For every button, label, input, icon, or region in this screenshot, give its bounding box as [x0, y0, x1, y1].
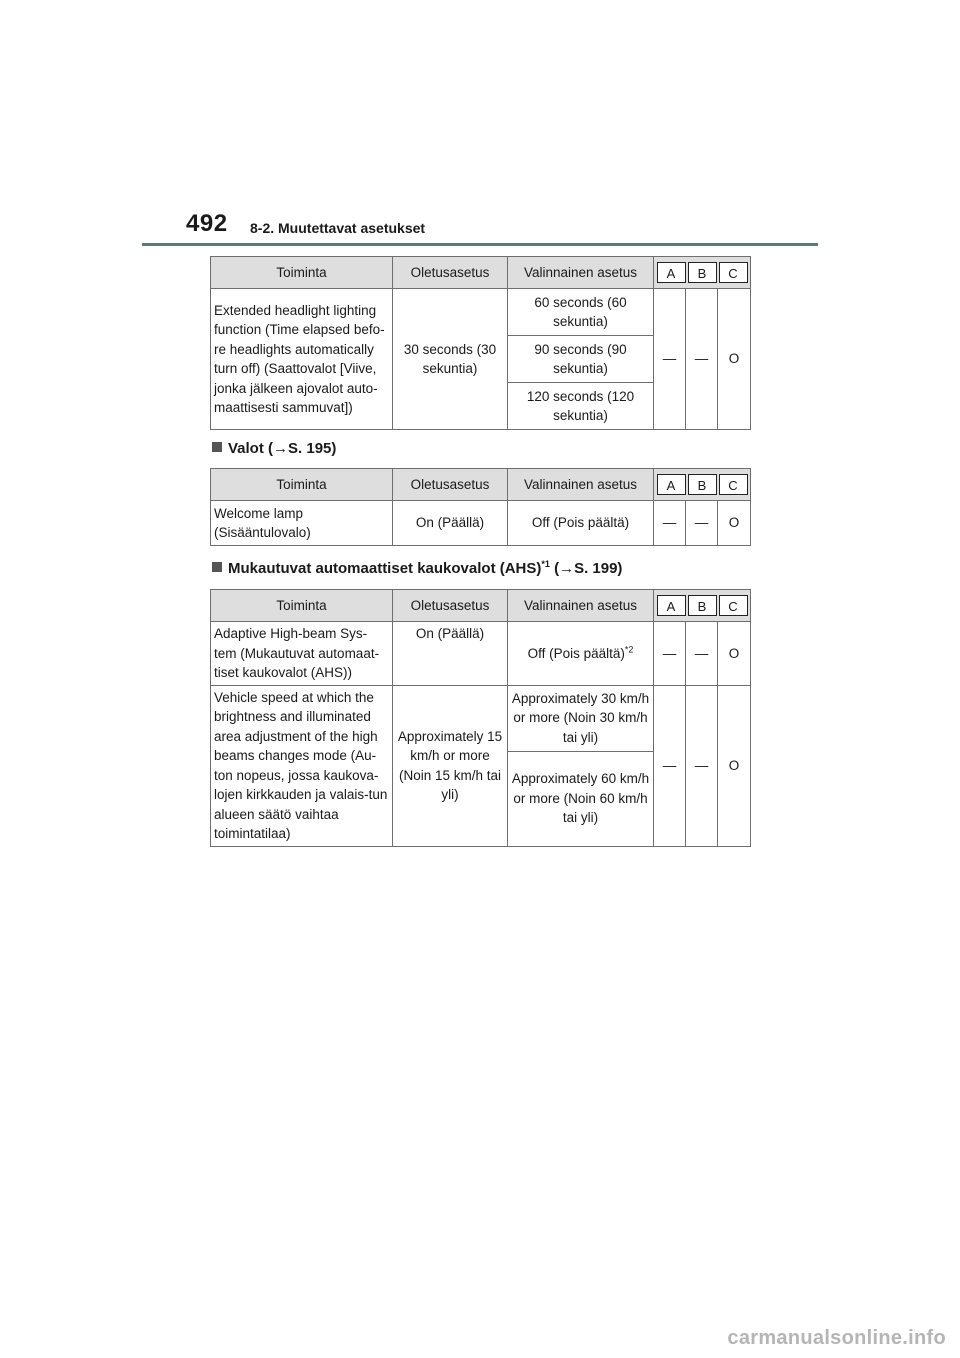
table-row	[211, 622, 751, 686]
col-a-label: A	[657, 262, 686, 283]
table-header-row	[211, 469, 751, 501]
function-cell: Extended headlight lighting function (Time elapsed befo-re headlights automatically turn off) (Saattovalot [Viive, jonka jälkeen ajovalot auto-maattisesti sammuvat])	[211, 289, 393, 430]
square-bullet-icon	[212, 562, 222, 572]
option-text: Off (Pois päältä)	[527, 645, 625, 661]
default-cell: On (Päällä)	[393, 622, 508, 686]
option-cell: 120 seconds (120 sekuntia)	[508, 383, 654, 430]
table-header-row	[211, 257, 751, 289]
b-cell: —	[686, 685, 718, 846]
c-cell: O	[718, 501, 751, 546]
square-bullet-icon	[212, 442, 222, 452]
section-heading-text: Valot (→S. 195)	[228, 440, 337, 457]
headlight-settings-table	[210, 256, 751, 430]
section-heading-text: Mukautuvat automaattiset kaukovalot (AHS)	[228, 560, 542, 577]
section-title: 8-2. Muutettavat asetukset	[250, 220, 426, 236]
col-optional-header: Valinnainen asetus	[508, 257, 654, 289]
watermark-logo: carmanualsonline.info	[727, 1327, 946, 1349]
col-abc-header	[654, 257, 751, 289]
default-cell: On (Päällä)	[393, 501, 508, 546]
col-function-header: Toiminta	[211, 257, 393, 289]
col-abc-header	[654, 469, 751, 501]
header-rule	[142, 243, 818, 246]
default-cell: Approximately 15 km/h or more (Noin 15 km/h tai yli)	[393, 685, 508, 846]
option-cell	[508, 622, 654, 686]
table-row	[211, 501, 751, 546]
function-cell: Vehicle speed at which the brightness and illuminated area adjustment of the high beams changes mode (Au-ton nopeus, jossa kaukova-lojen kirkkauden ja valais-tun alueen säätö vaihtaa toimintatilaa)	[211, 685, 393, 846]
col-b-label: B	[688, 595, 717, 616]
col-b-label: B	[688, 474, 717, 495]
footnote-marker: *2	[624, 644, 634, 654]
section-heading-valot	[212, 440, 336, 457]
table-row	[211, 685, 751, 751]
a-cell: —	[654, 622, 686, 686]
c-cell: O	[718, 289, 751, 430]
b-cell: —	[686, 622, 718, 686]
function-cell: Welcome lamp (Sisääntulovalo)	[211, 501, 393, 546]
option-cell: Approximately 30 km/h or more (Noin 30 km/h tai yli)	[508, 685, 654, 751]
option-cell: 90 seconds (90 sekuntia)	[508, 336, 654, 383]
col-a-label: A	[657, 474, 686, 495]
ahs-settings-table	[210, 589, 751, 847]
col-b-label: B	[688, 262, 717, 283]
function-cell: Adaptive High-beam Sys-tem (Mukautuvat automaat-tiset kaukovalot (AHS))	[211, 622, 393, 686]
option-cell: Off (Pois päältä)	[508, 501, 654, 546]
col-function-header: Toiminta	[211, 469, 393, 501]
page-reference: (→S. 199)	[549, 560, 623, 577]
default-cell: 30 seconds (30 sekuntia)	[393, 289, 508, 430]
col-optional-header: Valinnainen asetus	[508, 590, 654, 622]
col-default-header: Oletusasetus	[393, 257, 508, 289]
c-cell: O	[718, 685, 751, 846]
page-number: 492	[186, 210, 228, 237]
col-default-header: Oletusasetus	[393, 469, 508, 501]
option-cell: 60 seconds (60 sekuntia)	[508, 289, 654, 336]
a-cell: —	[654, 501, 686, 546]
col-optional-header: Valinnainen asetus	[508, 469, 654, 501]
footnote-marker: *1	[541, 559, 550, 569]
table-header-row	[211, 590, 751, 622]
a-cell: —	[654, 685, 686, 846]
option-cell: Approximately 60 km/h or more (Noin 60 km/h tai yli)	[508, 751, 654, 846]
c-cell: O	[718, 622, 751, 686]
welcome-lamp-table	[210, 468, 751, 546]
b-cell: —	[686, 289, 718, 430]
col-function-header: Toiminta	[211, 590, 393, 622]
table-row	[211, 289, 751, 336]
col-c-label: C	[719, 595, 748, 616]
col-a-label: A	[657, 595, 686, 616]
col-default-header: Oletusasetus	[393, 590, 508, 622]
col-c-label: C	[719, 262, 748, 283]
col-abc-header	[654, 590, 751, 622]
a-cell: —	[654, 289, 686, 430]
section-heading-ahs	[212, 560, 622, 577]
col-c-label: C	[719, 474, 748, 495]
b-cell: —	[686, 501, 718, 546]
